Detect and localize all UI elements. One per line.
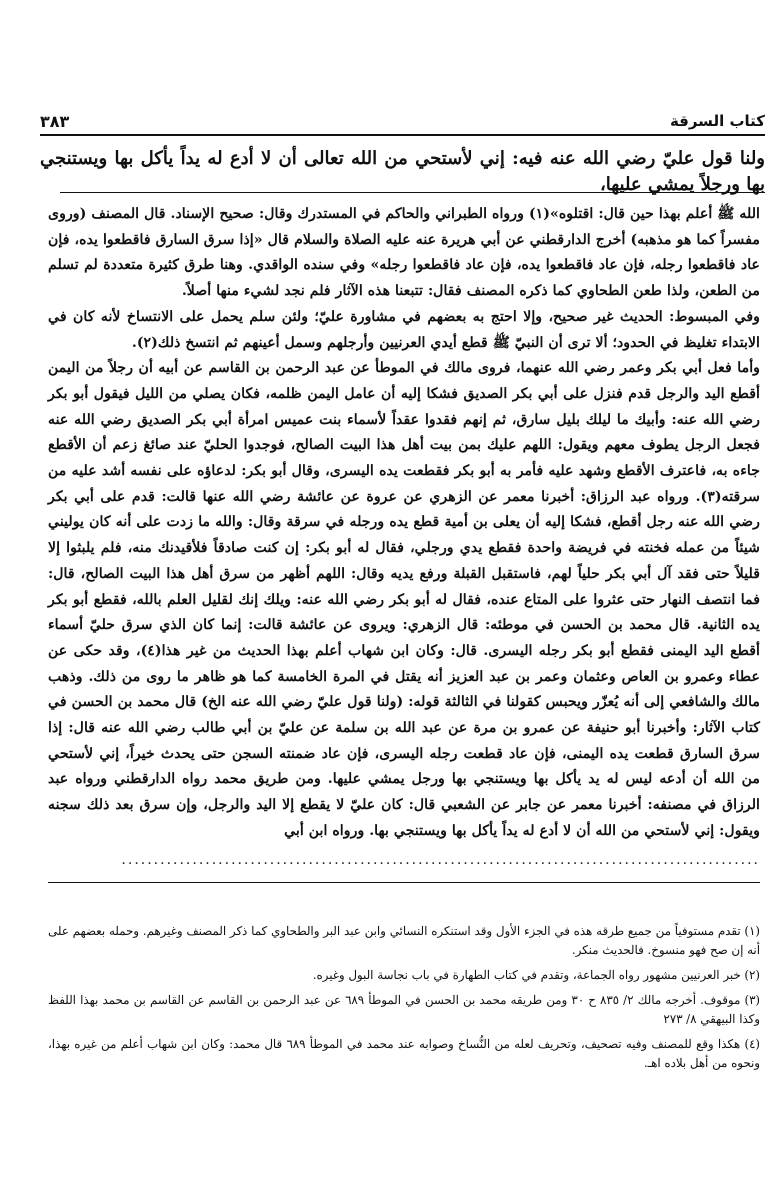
footnote: (١) تقدم مستوفياً من جميع طرقه هذه في الجزء الأول وقد استنكره النسائي وابن عبد البر والطحاوي كما ذكر المصنف وغيرهم. وحمله بعضهم على أنه إن صح فهو منسوخ. فالحديث منكر. (48, 924, 760, 957)
footnote: (٤) هكذا وقع للمصنف وفيه تصحيف، وتحريف لعله من النُّساخ وصوابه عند محمد في الموطأ ٦٨٩ قال محمد: وكان ابن شهاب أعلم من غيره بهذا، ونحوه من أهل بلاده اهـ. (48, 1037, 761, 1070)
footnote-rule (48, 882, 760, 883)
footnotes (48, 922, 760, 1079)
commentary-text (48, 202, 760, 845)
commentary-paragraph: وأما فعل أبي بكر وعمر رضي الله عنهما، فروى مالك في الموطأ عن عبد الرحمن بن القاسم عن أبيه أن رجلاً من اليمن أقطع اليد والرجل قدم فنزل على أبي بكر الصديق فشكا إليه أن عامل اليمن ظلمه، فكان يصلي من الليل فيقول أبو بكر رضي الله عنه: وأبيك ما ليلك بليل سارق، ثم إنهم فقدوا عقداً لأسماء بنت عميس امرأة أبي بكر الصديق رضي الله عنه فجعل الرجل يطوف معهم ويقول: اللهم عليك بمن بيت أهل هذا البيت الصالح، فوجدوا الحليّ عند صائغ زعم أن الأقطع جاءه به، فاعترف الأقطع وشهد عليه فأمر به أبو بكر فقطعت يده اليسرى، وقال أبو بكر: لدعاؤه على نفسه أشد عليه من سرقته(٣). ورواه عبد الرزاق: أخبرنا معمر عن الزهري عن عروة عن عائشة رضي الله عنها قالت: قدم على أبي بكر رضي الله عنه رجل أقطع، فشكا إليه أن يعلى بن أمية قطع يده ورجله في سرقة وقال: والله ما زدت على أنه كان يوليني شيئاً من عمله فخنته في فريضة واحدة فقطع يدي ورجلي، فقال له أبو بكر: إن كنت صادقاً فلأقيدنك منه، فلم يلبثوا إلا قليلاً حتى فقد آل أبي بكر حلياً لهم، فاستقبل القبلة ورفع يديه وقال: اللهم أظهر من سرق أهل هذا البيت الصالح، قال: فما انتصف النهار حتى عثروا على المتاع عنده، فقال له أبو بكر رضي الله عنه: ويلك إنك لقليل العلم بالله، فقطع أبو بكر يده الثانية. قال محمد بن الحسن في موطئه: قال الزهري: ويروى عن عائشة قالت: إنما كان الذي سرق حليّ أسماء أقطع اليد اليمنى فقطع أبو بكر رجله اليسرى. قال: وكان ابن شهاب أعلم بهذا الحديث من غير هذا(٤)، وقد حكى عن عطاء وعمرو بن العاص وعثمان وعمر بن عبد العزيز أنه يقتل في المرة الخامسة كما هو ظاهر ما روى من ذلك. وذهب مالك والشافعي إلى أنه يُعزّر ويحبس كقولنا في الثالثة قوله: (ولنا قول عليّ رضي الله عنه الخ) قال محمد بن الحسن في كتاب الآثار: وأخبرنا أبو حنيفة عن عمرو بن مرة عن عبد الله بن سلمة عن عليّ بن أبي طالب رضي الله عنه قال: إذا سرق السارق قطعت يده اليمنى، فإن عاد قطعت رجله اليسرى، فإن عاد ضمنته السجن حتى يحدث خيراً، إني لأستحي من الله أن أدعه ليس له يد يأكل بها ويستنجي بها ورجل يمشي عليها. ومن طريق محمد رواه الدارقطني ورواه عبد الرزاق في مصنفه: أخبرنا معمر عن جابر عن الشعبي قال: كان عليّ لا يقطع إلا اليد والرجل، وإن سرق بعد ذلك سجنه ويقول: إني لأستحي من الله أن لا أدع له يداً يأكل بها ويستنجي بها. ورواه ابن أبي (48, 360, 760, 839)
header-rule (40, 134, 765, 136)
chapter-title: كتاب السرقة (669, 112, 765, 130)
commentary-paragraph: الله ﷺ أعلم بهذا حين قال: اقتلوه»(١) ورواه الطبراني والحاكم في المستدرك وقال: صحيح الإسناد. قال المصنف (وروى مفسراً كما هو مذهبه) أخرج الدارقطني عن أبي هريرة عنه عليه الصلاة والسلام قال «إذا سرق السارق فاقطعوا يده، فإن عاد فاقطعوا رجله، فإن عاد فاقطعوا يده، فإن عاد فاقطعوا رجله» وفي سنده الواقدي. وهنا طرق كثيرة متعددة لم تسلم من الطعن، ولذا طعن الطحاوي كما ذكره المصنف فقال: تتبعنا هذه الآثار فلم نجد لشيء منها أصلاً. (48, 206, 760, 300)
dotted-separator: ................................................................................................... (121, 852, 760, 868)
commentary-paragraph: وفي المبسوط: الحديث غير صحيح، وإلا احتج به بعضهم في مشاورة عليّ؛ ولئن سلم يحمل على الانتساخ لأنه كان في الابتداء تغليظ في الحدود؛ ألا ترى أن النبيّ ﷺ قطع أيدي العرنيين وأرجلهم وسمل أعينهم ثم انتسخ ذلك(٢). (48, 308, 760, 351)
page-number: ٣٨٣ (40, 112, 70, 131)
running-header (40, 112, 765, 134)
matn-separator-rule (60, 192, 765, 193)
footnote: (٢) خبر العرنيين مشهور رواه الجماعة، وتقدم في كتاب الطهارة في باب نجاسة البول وغيره. (312, 968, 760, 982)
matn-text: ولنا قول عليّ رضي الله عنه فيه: إني لأستحي من الله تعالى أن لا أدع له يداً يأكل بها ويستنجي بها ورجلاً يمشي عليها، (40, 148, 765, 195)
footnote: (٣) موقوف. أخرجه مالك ٢/ ٨٣٥ ح ٣٠ ومن طريقه محمد بن الحسن في الموطأ ٦٨٩ عن عبد الرحمن بن القاسم عن القاسم بن محمد بهذا اللفظ وكذا البيهقي ٨/ ٢٧٣ (48, 993, 761, 1026)
